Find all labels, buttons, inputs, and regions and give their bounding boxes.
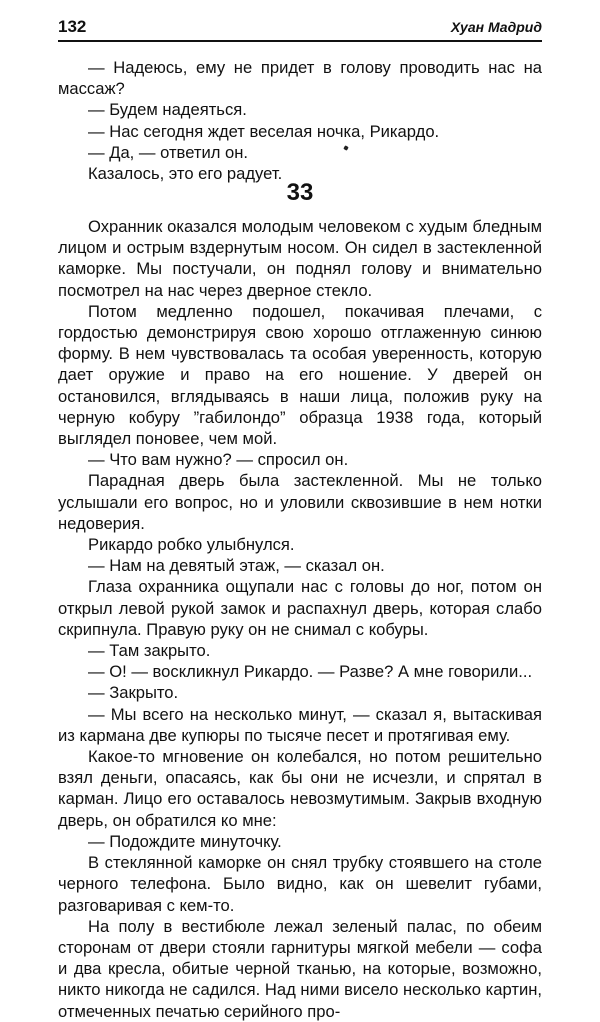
paragraph: — Закрыто. <box>88 683 179 703</box>
running-title: Хуан Мадрид <box>450 19 542 35</box>
page-header <box>58 17 542 39</box>
paragraph: Рикардо робко улыбнулся. <box>88 535 295 555</box>
paragraph: — Что вам нужно? — спросил он. <box>88 450 349 470</box>
page-number: 132 <box>58 17 87 36</box>
paragraph: — Надеюсь, ему не придет в голову проводить нас на массаж? <box>58 58 542 99</box>
chapter-text-block <box>58 216 542 1022</box>
paragraph: Охранник оказался молодым человеком с худым бледным лицом и острым вздернутым носом. Он сидел в застекленной каморке. Мы постучали, он поднял голову и внимательно посмотрел на нас через дверное стекло. <box>58 217 542 300</box>
paragraph: Парадная дверь была застекленной. Мы не только услышали его вопрос, но и уловили сквозившие в нем нотки недоверия. <box>58 471 542 533</box>
paragraph: Какое-то мгновение он колебался, но потом решительно взял деньги, опасаясь, как бы они не исчезли, и спрятал в карман. Лицо его оставалось невозмутимым. Закрыв входную дверь, он обратился ко мне: <box>58 747 542 830</box>
paragraph: — Да, — ответил он. <box>88 142 249 162</box>
paragraph: — Нам на девятый этаж, — сказал он. <box>88 556 385 576</box>
paragraph: — Там закрыто. <box>88 641 211 661</box>
paragraph: — Подождите минуточку. <box>88 831 282 851</box>
chapter-number: 33 <box>286 179 314 206</box>
header-rule <box>58 40 542 42</box>
paragraph: Потом медленно подошел, покачивая плечами, с гордостью демонстрируя свою хорошо отглаженную синюю форму. В нем чувствовалась та особая уверенность, которую дает оружие и право на его ношение. У дверей он остановился, вглядываясь в наши лица, положив руку на черную кобуру ”габилондо” образца 1938 года, который выглядел поновее, чем мой. <box>58 301 542 449</box>
opening-text-block <box>58 57 542 184</box>
paragraph: — Нас сегодня ждет веселая ночка, Рикардо. <box>88 121 440 141</box>
paragraph: На полу в вестибюле лежал зеленый палас, по обеим сторонам от двери стояли гарнитуры мягкой мебели — софа и два кресла, обитые черной тканью, на которые, возможно, никто никогда не садился. Над ними висело несколько картин, отмеченных печатью серийного про- <box>58 916 542 1021</box>
paragraph: Казалось, это его радует. <box>88 164 283 184</box>
paragraph: Глаза охранника ощупали нас с головы до ног, потом он открыл левой рукой замок и распахнул дверь, которая слабо скрипнула. Правую руку он не снимал с кобуры. <box>58 577 542 639</box>
paragraph: — Мы всего на несколько минут, — сказал я, вытаскивая из кармана две купюры по тысяче песет и протягивая ему. <box>58 704 542 745</box>
paragraph: — О! — воскликнул Рикардо. — Разве? А мне говорили... <box>88 662 533 682</box>
paragraph: В стеклянной каморке он снял трубку стоявшего на столе черного телефона. Было видно, как он шевелит губами, разговаривая с кем-то. <box>58 853 542 915</box>
paragraph: — Будем надеяться. <box>88 100 247 120</box>
